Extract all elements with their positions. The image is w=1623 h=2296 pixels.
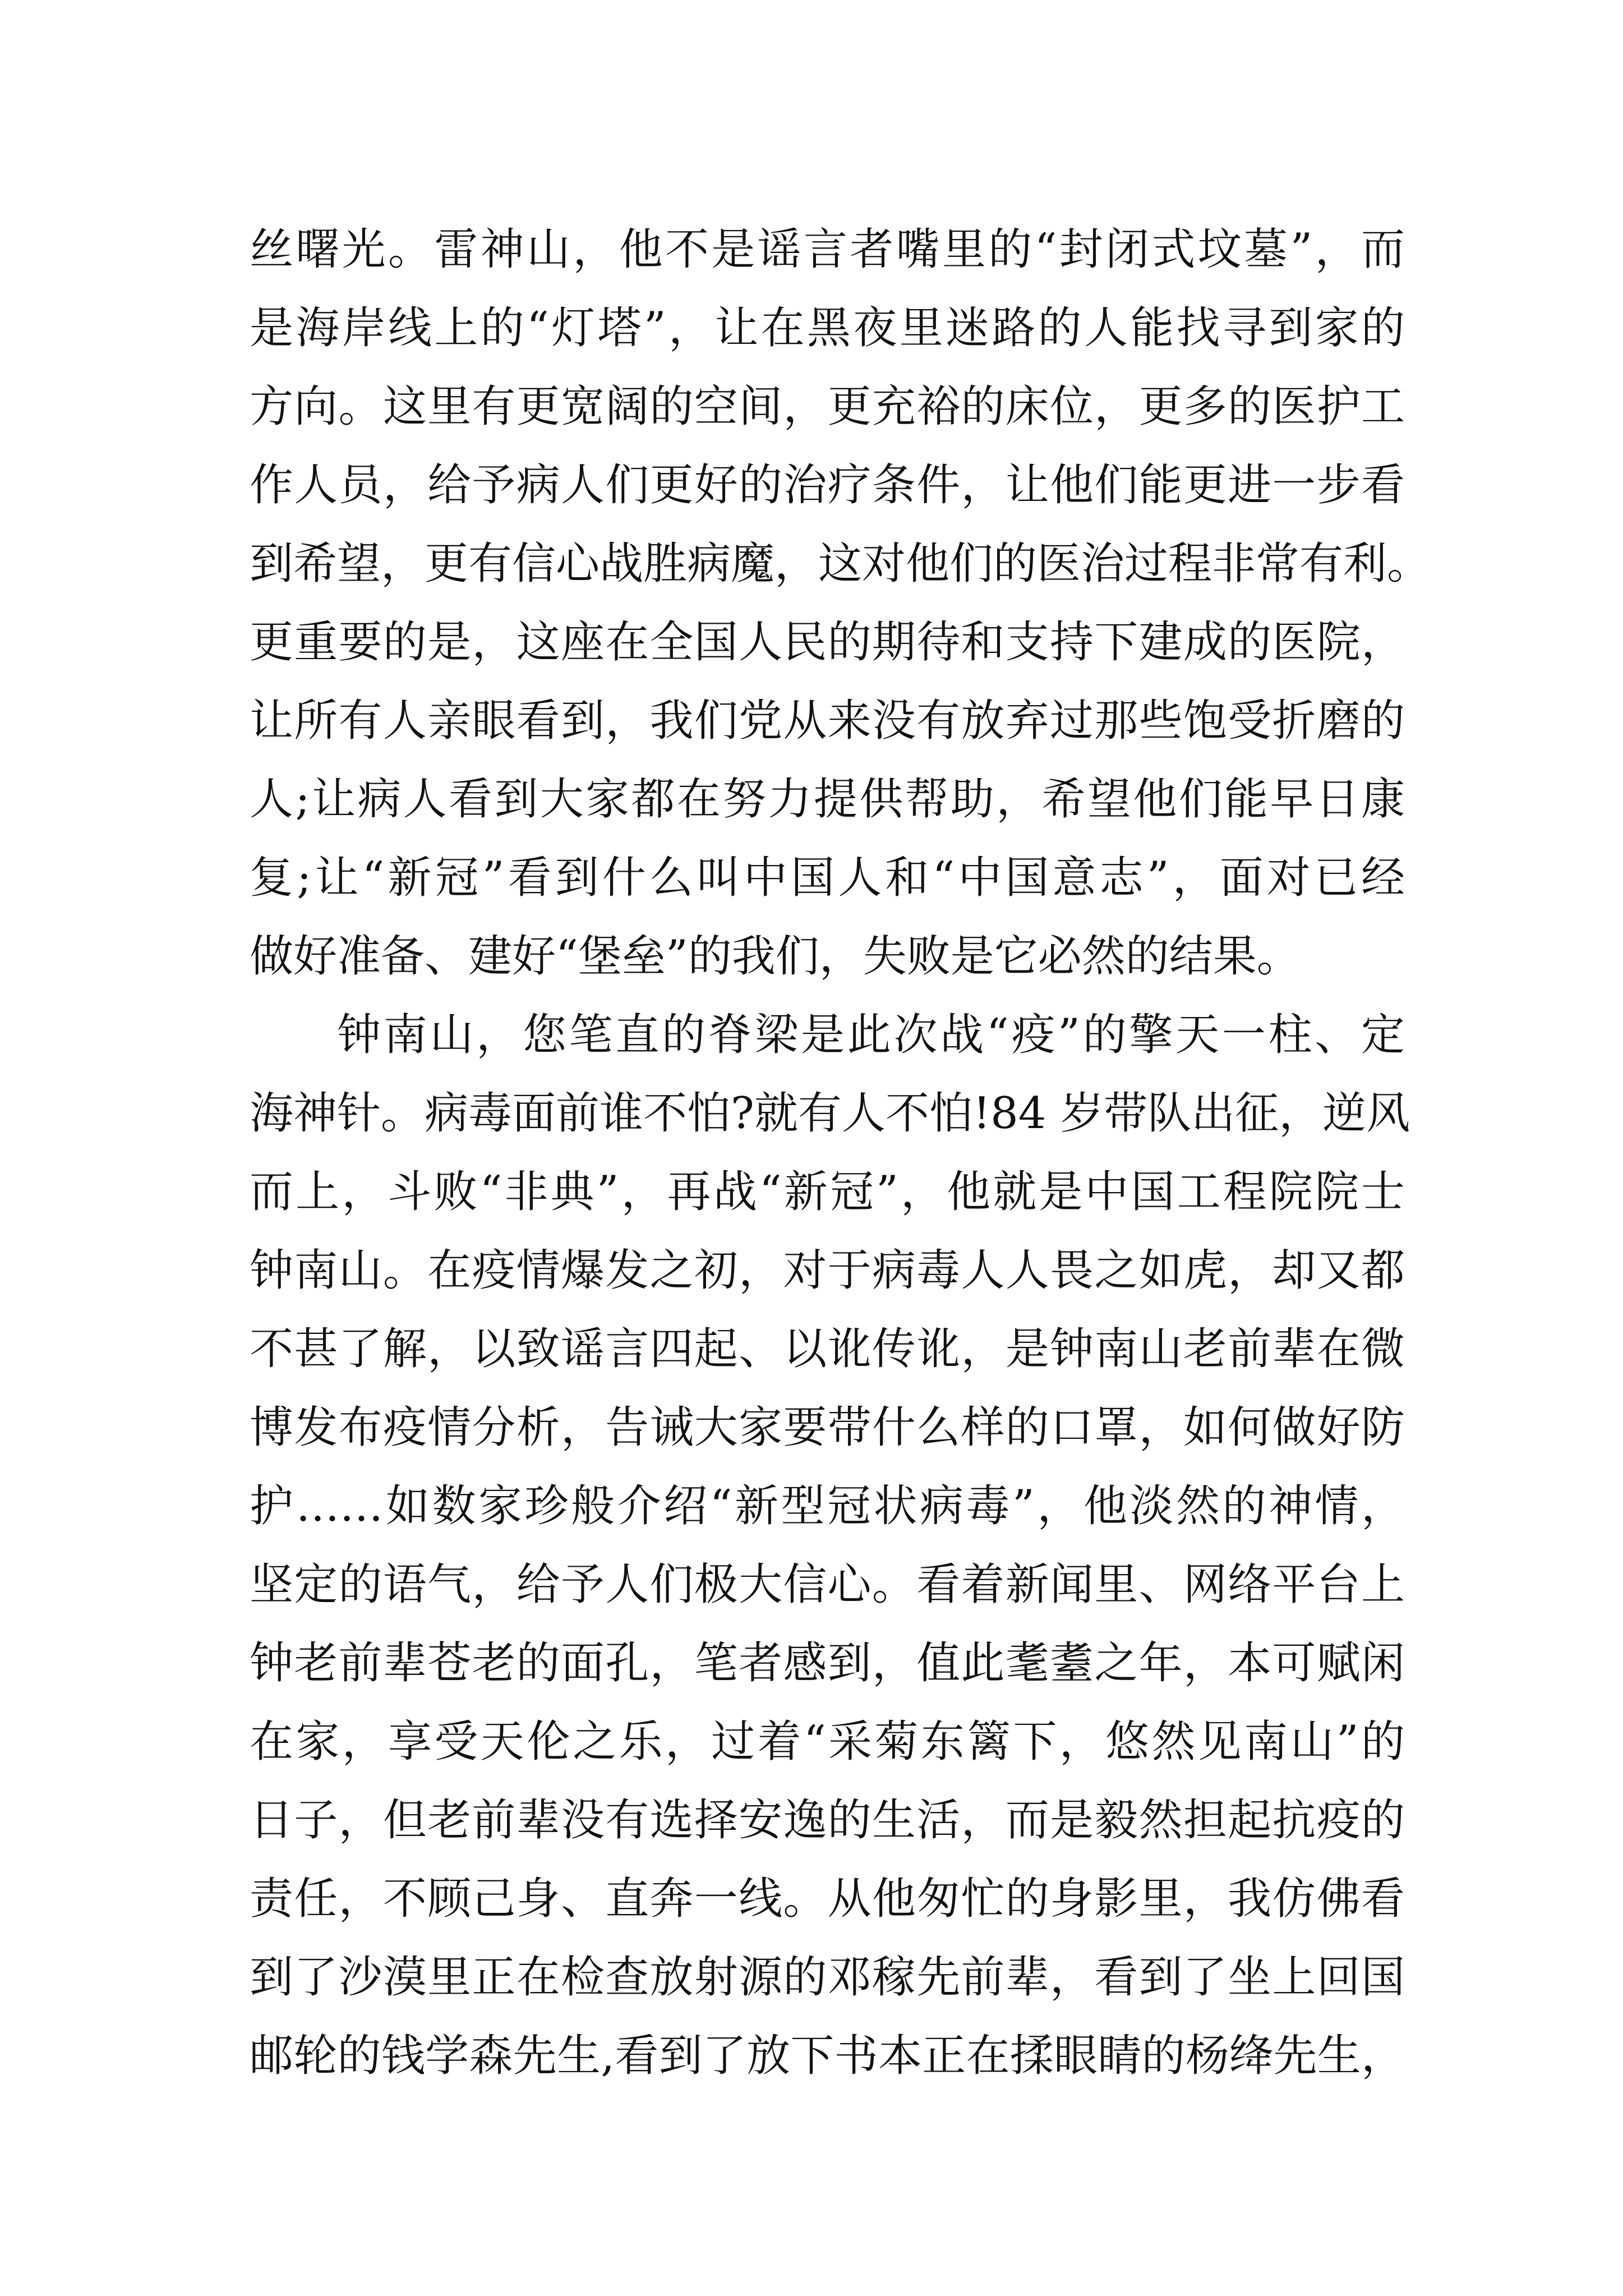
text-line: 钟南山，您笔直的脊梁是此次战“疫”的擎天一柱、定 [337, 1010, 1405, 1060]
text-line: 护……如数家珍般介绍“新型冠状病毒”，他淡然的神情， [250, 1481, 1405, 1531]
text-line: 方向。这里有更宽阔的空间，更充裕的床位，更多的医护工 [250, 381, 1405, 432]
text-line: 钟老前辈苍老的面孔，笔者感到，值此耄耋之年，本可赋闲 [250, 1638, 1405, 1688]
text-line: 更重要的是，这座在全国人民的期待和支持下建成的医院， [250, 617, 1405, 668]
text-line: 邮轮的钱学森先生,看到了放下书本正在揉眼睛的杨绛先生， [250, 2031, 1405, 2081]
text-line: 做好准备、建好“堡垒”的我们，失败是它必然的结果。 [250, 931, 1301, 982]
text-line: 让所有人亲眼看到，我们党从来没有放弃过那些饱受折磨的 [250, 696, 1405, 746]
body-text [250, 210, 1431, 2095]
text-line: 责任，不顾己身、直奔一线。从他匆忙的身影里，我仿佛看 [250, 1874, 1405, 1924]
text-line: 在家，享受天伦之乐，过着“采菊东篱下，悠然见南山”的 [250, 1717, 1405, 1767]
text-line: 作人员，给予病人们更好的治疗条件，让他们能更进一步看 [250, 460, 1405, 510]
text-line: 而上，斗败“非典”，再战“新冠”，他就是中国工程院院士 [250, 1167, 1405, 1217]
text-line: 人;让病人看到大家都在努力提供帮助，希望他们能早日康 [250, 774, 1405, 825]
text-line: 不甚了解，以致谣言四起、以讹传讹，是钟南山老前辈在微 [250, 1324, 1405, 1374]
text-line: 博发布疫情分析，告诫大家要带什么样的口罩，如何做好防 [250, 1402, 1405, 1453]
text-line: 钟南山。在疫情爆发之初，对于病毒人人畏之如虎，却又都 [250, 1245, 1405, 1296]
paragraph-zhongnanshan [250, 996, 1410, 2095]
text-line: 丝曙光。雷神山，他不是谣言者嘴里的“封闭式坟墓”，而 [250, 224, 1405, 275]
text-line: 海神针。病毒面前谁不怕?就有人不怕!84 岁带队出征，逆风 [250, 1088, 1410, 1139]
text-line: 到希望，更有信心战胜病魔，这对他们的医治过程非常有利。 [250, 539, 1431, 589]
text-line: 日子，但老前辈没有选择安逸的生活，而是毅然担起抗疫的 [250, 1795, 1405, 1846]
text-line: 是海岸线上的“灯塔”，让在黑夜里迷路的人能找寻到家的 [250, 303, 1405, 353]
text-line: 到了沙漠里正在检查放射源的邓稼先前辈，看到了坐上回国 [250, 1952, 1405, 2003]
paragraph-leishenshan [250, 210, 1431, 996]
text-line: 坚定的语气，给予人们极大信心。看着新闻里、网络平台上 [250, 1559, 1405, 1610]
text-line: 复;让“新冠”看到什么叫中国人和“中国意志”，面对已经 [250, 853, 1405, 903]
